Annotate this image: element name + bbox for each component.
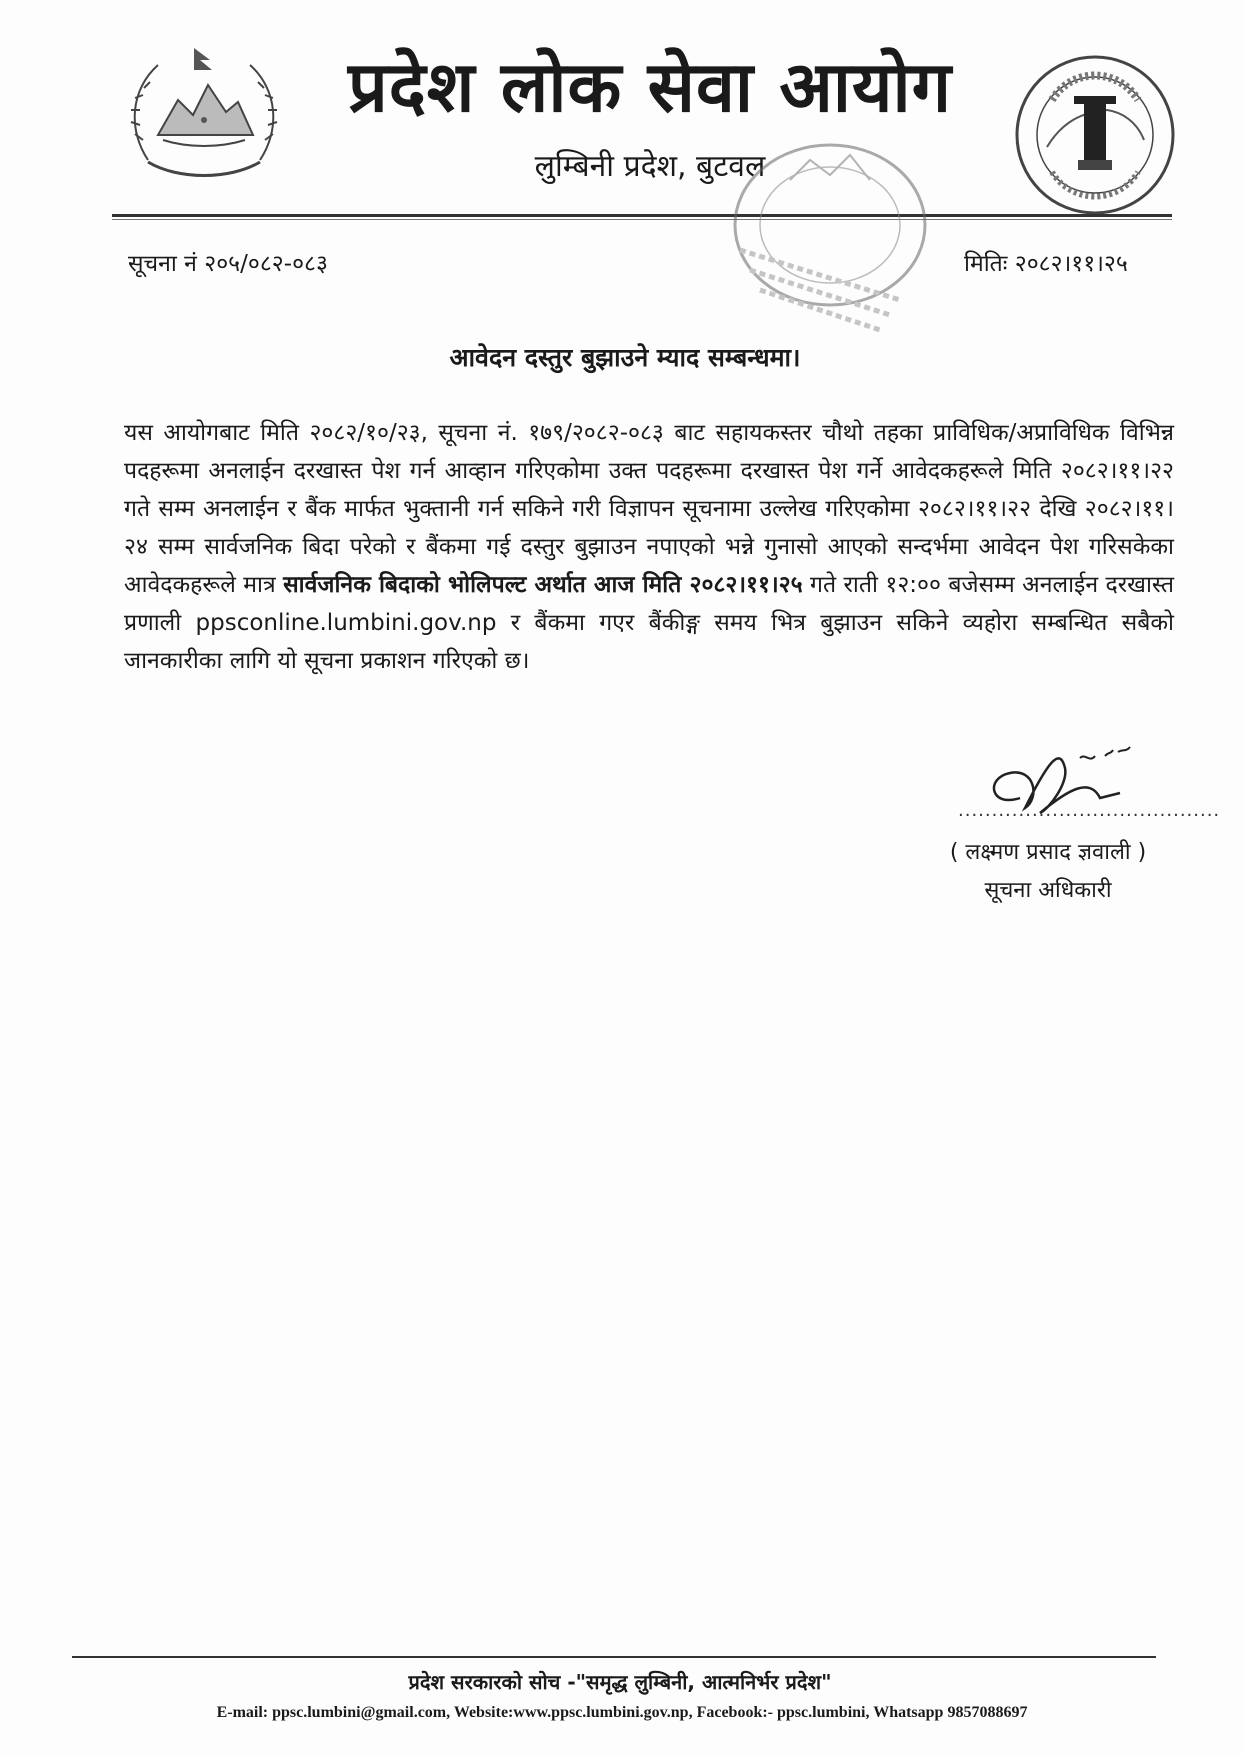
signer-title: सूचना अधिकारी <box>984 878 1112 903</box>
psc-logo-icon <box>1012 52 1178 218</box>
notice-body <box>124 414 1174 680</box>
footer-vision: प्रदेश सरकारको सोच -"समृद्ध लुम्बिनी, आत्मनिर्भर प्रदेश" <box>408 1670 832 1694</box>
notice-number: सूचना नं २०५/०८२-०८३ <box>128 251 328 277</box>
organization-location: लुम्बिनी प्रदेश, बुटवल <box>534 149 766 184</box>
office-stamp-icon <box>700 140 930 340</box>
organization-title: प्रदेश लोक सेवा आयोग <box>347 46 953 128</box>
header-divider-thin <box>112 219 1172 220</box>
footer-divider <box>72 1656 1156 1658</box>
notice-subject: आवेदन दस्तुर बुझाउने म्याद सम्बन्धमा। <box>449 343 801 372</box>
signature-line: ....................................... <box>958 800 1221 821</box>
nepal-emblem-icon <box>118 40 290 190</box>
signer-name: ( लक्ष्मण प्रसाद ज्ञवाली ) <box>949 840 1147 865</box>
footer-contact: E-mail: ppsc.lumbini@gmail.com, Website:www.ppsc.lumbini.gov.np, Facebook:- ppsc.lumbini, Whatsapp 9857088697 <box>216 1704 1028 1721</box>
body-text-part1: यस आयोगबाट मिति २०८२/१०/२३, सूचना नं. १७९/२०८२-०८३ बाट सहायकस्तर चौथो तहका प्राविधिक/अप्राविधिक विभिन्न पदहरूमा अनलाईन दरखास्त पेश गर्न आव्हान गरिएकोमा उक्त पदहरूमा दरखास्त पेश गर्ने आवेदकहरूले मिति २०८२।११।२२ गते सम्म अनलाईन र बैंक मार्फत भुक्तानी गर्न सकिने गरी विज्ञापन सूचनामा उल्लेख गरिएकोमा २०८२।११।२२ देखि २०८२।११।२४ सम्म सार्वजनिक बिदा परेको र बैंकमा गई दस्तुर बुझाउन नपाएको भन्ने गुनासो आएको सन्दर्भमा आवेदन पेश गरिसकेका आवेदकहरूले मात्र <box>124 420 1174 598</box>
body-text-bold: सार्वजनिक बिदाको भोलिपल्ट अर्थात आज मिति २०८२।११।२५ <box>283 572 803 598</box>
notice-date: मितिः २०८२।११।२५ <box>964 251 1128 277</box>
header-divider <box>112 214 1172 217</box>
body-text-part2: गते राती १२:०० बजेसम्म अनलाईन दरखास्त प्रणाली ppsconline.lumbini.gov.np र बैंकमा गएर बैंकीङ्ग समय भित्र बुझाउन सकिने व्यहोरा सम्बन्धित सबैको जानकारीका लागि यो सूचना प्रकाशन गरिएको छ। <box>124 572 1174 674</box>
